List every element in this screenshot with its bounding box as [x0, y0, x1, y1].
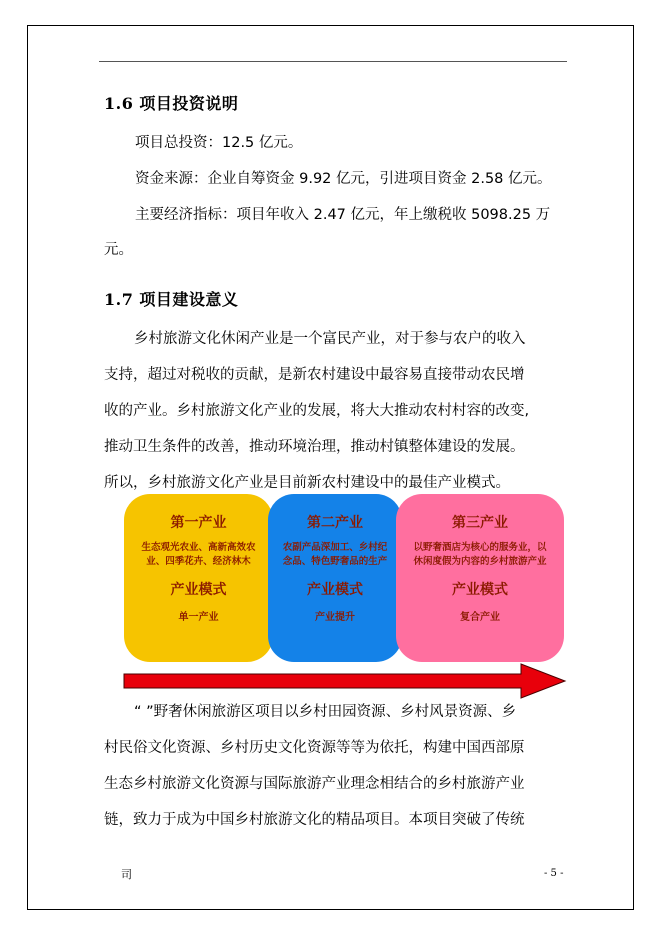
footer-text: 司: [121, 868, 132, 881]
industry-description: 生态观光农业、高新高效农业、四季花卉、经济林木: [141, 542, 256, 567]
header-rule: [99, 61, 567, 62]
industry-box-primary: [124, 494, 273, 662]
industry-mode: 复合产业: [460, 612, 500, 623]
industry-mode-label: 产业模式: [170, 582, 227, 598]
section-heading-1-6: 1.6 项目投资说明: [104, 94, 239, 113]
section-heading-1-7: 1.7 项目建设意义: [104, 290, 239, 309]
funding-source-line: 资金来源：企业自筹资金 9.92 亿元，引进项目资金 2.58 亿元。: [135, 171, 552, 187]
project-line-4: 链，致力于成为中国乡村旅游文化的精品项目。本项目突破了传统: [104, 812, 525, 828]
industry-mode: 单一产业: [178, 612, 219, 623]
industry-title: 第三产业: [452, 515, 508, 531]
industry-description: 农副产品深加工、乡村纪念品、特色野奢品的生产: [282, 542, 388, 567]
industry-box-secondary: [268, 494, 402, 662]
economic-indicator-line: 主要经济指标：项目年收入 2.47 亿元，年上缴税收 5098.25 万: [135, 207, 551, 223]
industry-title: 第一产业: [170, 515, 227, 531]
significance-line-3: 收的产业。乡村旅游文化产业的发展，将大大推动农村村容的改变,: [104, 403, 530, 419]
significance-line-2: 支持，超过对税收的贡献，是新农村建设中最容易直接带动农民增: [104, 367, 525, 383]
industry-mode: 产业提升: [315, 612, 355, 623]
project-line-1: “ ”野奢休闲旅游区项目以乡村田园资源、乡村风景资源、乡: [134, 704, 517, 720]
investment-total-line: 项目总投资：12.5 亿元。: [135, 135, 303, 151]
project-line-3: 生态乡村旅游文化资源与国际旅游产业理念相结合的乡村旅游产业: [104, 776, 525, 792]
significance-line-5: 所以，乡村旅游文化产业是目前新农村建设中的最佳产业模式。: [104, 475, 510, 491]
page-number: - 5 -: [544, 868, 564, 879]
project-line-2: 村民俗文化资源、乡村历史文化资源等等为依托，构建中国西部原: [104, 740, 525, 756]
industry-description: 以野奢酒店为核心的服务业，以休闲度假为内容的乡村旅游产业: [413, 542, 547, 567]
industry-title: 第二产业: [307, 515, 363, 531]
industry-box-tertiary: [396, 494, 564, 662]
industry-mode-label: 产业模式: [307, 582, 363, 598]
significance-line-4: 推动卫生条件的改善，推动环境治理，推动村镇整体建设的发展。: [104, 439, 525, 455]
industry-mode-label: 产业模式: [452, 582, 508, 598]
significance-line-1: 乡村旅游文化休闲产业是一个富民产业，对于参与农户的收入: [134, 331, 526, 347]
economic-indicator-line-cont: 元。: [104, 242, 133, 258]
